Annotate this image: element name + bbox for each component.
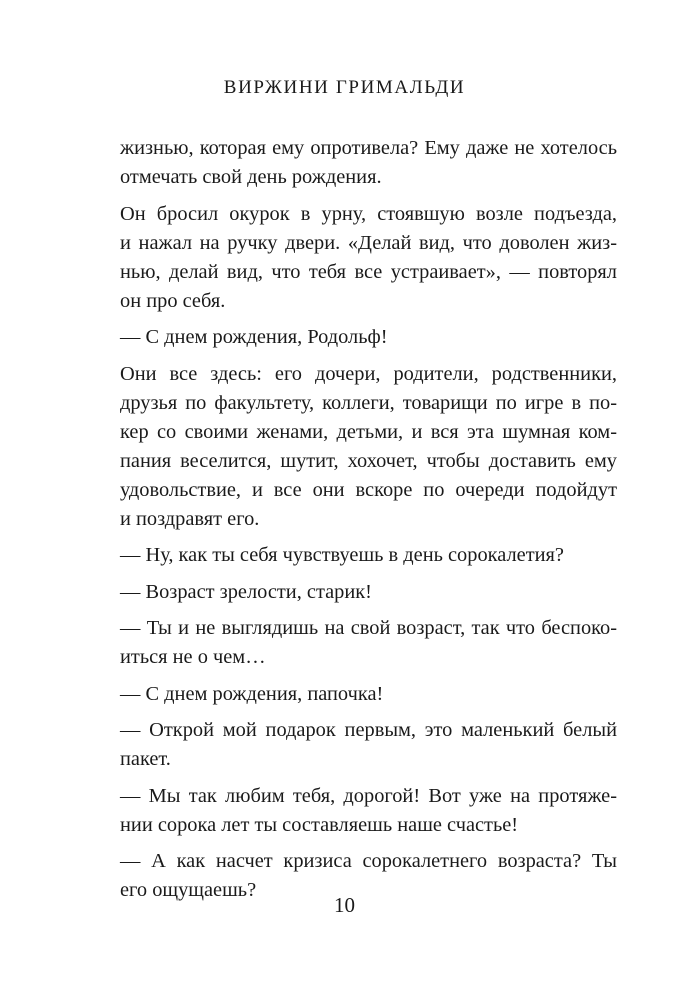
text-line: жизнью, которая ему опротивела? Ему даже не хотелось [120, 137, 617, 159]
paragraph [120, 541, 617, 570]
paragraph [120, 200, 617, 316]
text-line: нии сорока лет ты составляешь наше счастье! [120, 813, 519, 836]
text-line: — С днем рождения, Родольф! [120, 326, 388, 348]
text-line: нью, делай вид, что тебя все устраивает», — повторял [120, 260, 617, 283]
page-number: 10 [334, 893, 355, 917]
text-line: пания веселится, шутит, хохочет, чтобы доставить ему [120, 449, 617, 472]
text-line: и нажал на ручку двери. «Делай вид, что доволен жиз- [120, 231, 617, 254]
paragraph [120, 680, 617, 709]
paragraph [120, 614, 617, 672]
paragraph [120, 360, 617, 534]
body-text [120, 134, 617, 913]
text-line: — Ты и не выглядишь на свой возраст, так что беспоко- [120, 617, 617, 639]
text-line: — С днем рождения, папочка! [120, 682, 384, 705]
running-head: ВИРЖИНИ ГРИМАЛЬДИ [223, 77, 466, 98]
text-line: отмечать свой день рождения. [120, 166, 382, 188]
text-line: — А как насчет кризиса сорокалетнего возраста? Ты [120, 850, 617, 872]
paragraph [120, 782, 617, 840]
text-line: и поздравят его. [120, 507, 260, 530]
text-line: — Мы так любим тебя, дорогой! Вот уже на протяже- [120, 784, 617, 807]
text-line: он про себя. [120, 289, 226, 312]
text-line: — Возраст зрелости, старик! [120, 580, 372, 603]
text-line: его ощущаешь? [120, 879, 257, 901]
paragraph [120, 134, 617, 192]
text-line: кер со своими женами, детьми, и вся эта шумная ком- [120, 420, 617, 443]
text-line: друзья по факультету, коллеги, товарищи по игре в по- [120, 391, 617, 414]
text-line: Они все здесь: его дочери, родители, родственники, [120, 362, 617, 385]
text-line: иться не о чем… [120, 646, 266, 668]
paragraph [120, 323, 617, 352]
text-line: удовольствие, и все они вскоре по очереди подойдут [120, 478, 617, 501]
text-line: пакет. [120, 748, 171, 770]
paragraph [120, 578, 617, 607]
text-line: Он бросил окурок в урну, стоявшую возле подъезда, [120, 202, 617, 225]
text-line: — Ну, как ты себя чувствуешь в день сорокалетия? [120, 544, 564, 566]
text-line: — Открой мой подарок первым, это маленький белый [120, 719, 617, 741]
paragraph [120, 716, 617, 774]
